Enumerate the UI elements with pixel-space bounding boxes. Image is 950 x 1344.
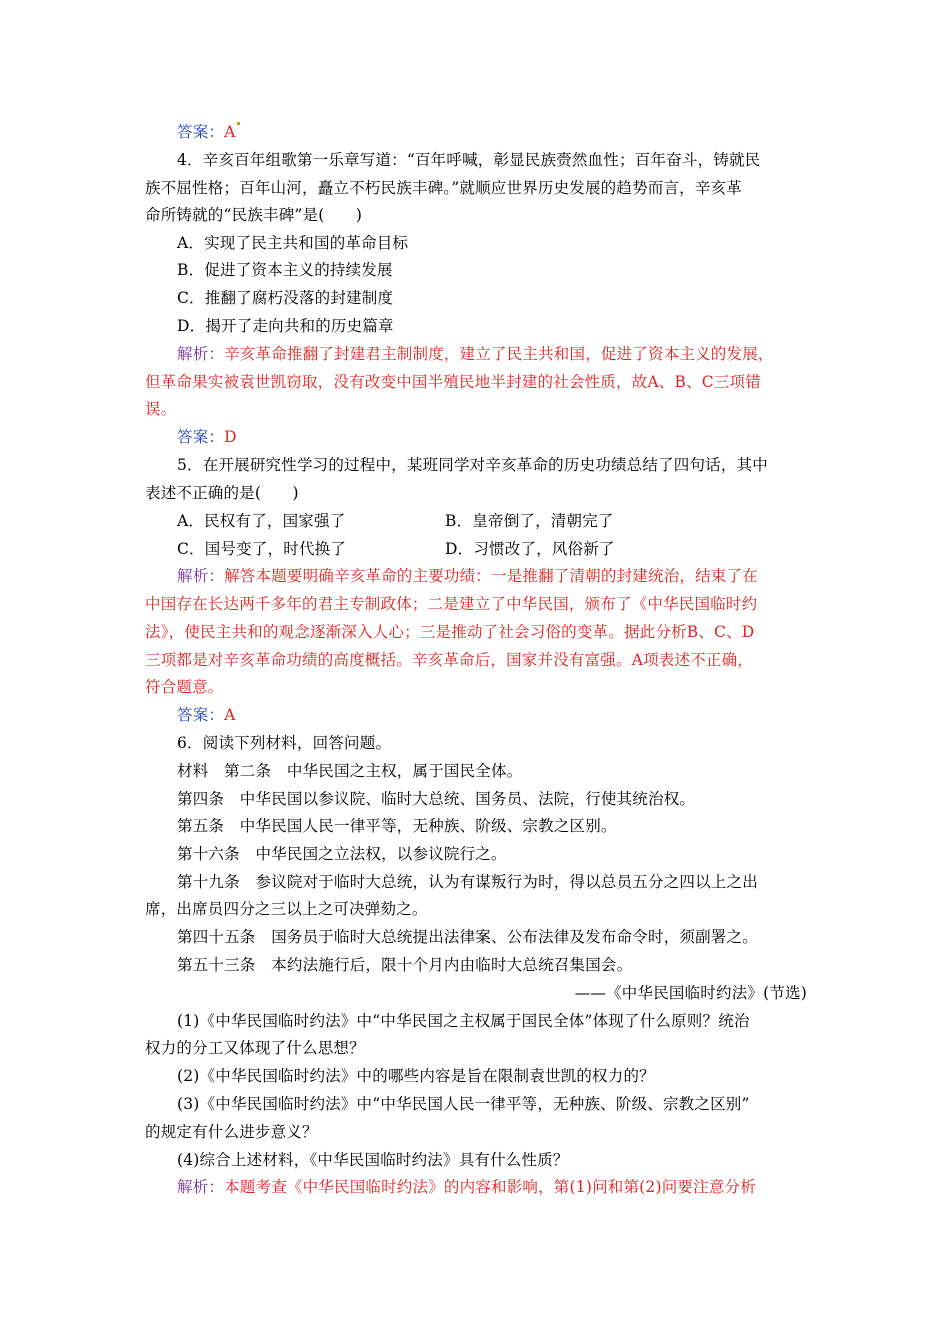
analysis-4-line-3: 误。: [145, 400, 177, 418]
question-5-line-2: 表述不正确的是( ): [145, 484, 299, 502]
answer-4: [177, 427, 847, 447]
question-6-part-2: (2)《中华民国临时约法》中的哪些内容是旨在限制袁世凯的权力的？: [177, 1067, 655, 1085]
answer-value: A: [224, 706, 236, 724]
material-article-5: 第五条 中华民国人民一律平等，无种族、阶级、宗教之区别。: [177, 817, 617, 835]
answer-value: A: [224, 123, 236, 141]
analysis-label: 解析：: [177, 567, 225, 585]
material-article-2: 材料 第二条 中华民国之主权，属于国民全体。: [177, 762, 523, 780]
analysis-5-line-3: 法》，使民主共和的观念逐渐深入人心；三是推动了社会习俗的变革。据此分析B、C、D: [145, 623, 755, 641]
answer-label: 答案：: [177, 428, 225, 446]
material-article-45: 第四十五条 国务员于临时大总统提出法律案、公布法律及发布命令时，须副署之。: [177, 928, 758, 946]
question-4-line-1: 4．辛亥百年组歌第一乐章写道：“百年呼喊，彰显民族赍然血性；百年奋斗，铸就民: [177, 151, 761, 169]
analysis-text: 本题考查《中华民国临时约法》的内容和影响，第(1)问和第(2)问要注意分析: [224, 1178, 756, 1196]
material-article-19: 第十九条 参议院对于临时大总统，认为有谋叛行为时，得以总员五分之四以上之出: [177, 873, 758, 891]
question-5-option-c: C．国号变了，时代换了: [177, 540, 347, 558]
question-4-option-d: D．揭开了走向共和的历史篇章: [177, 317, 394, 335]
question-6-line-1: 6．阅读下列材料，回答问题。: [177, 734, 392, 752]
question-6-part-4: (4)综合上述材料，《中华民国临时约法》具有什么性质？: [177, 1151, 569, 1169]
answer-label: 答案：: [177, 706, 225, 724]
material-article-4: 第四条 中华民国以参议院、临时大总统、国务员、法院，行使其统治权。: [177, 790, 696, 808]
question-5-option-b: B．皇帝倒了，清朝完了: [445, 512, 614, 530]
question-6-part-3-line-1: (3)《中华民国临时约法》中“中华民国人民一律平等，无种族、阶级、宗教之区别”: [177, 1095, 750, 1113]
analysis-label: 解析：: [177, 1178, 225, 1196]
answer-5: [177, 705, 847, 725]
analysis-4-line-1: [177, 344, 847, 364]
question-5-line-1: 5．在开展研究性学习的过程中，某班同学对辛亥革命的历史功绩总结了四句话，其中: [177, 456, 768, 474]
answer-value: D: [224, 428, 237, 446]
question-4-option-b: B．促进了资本主义的持续发展: [177, 261, 393, 279]
analysis-5-line-1: [177, 566, 847, 586]
answer-label: 答案：: [177, 123, 225, 141]
question-6-part-1-line-1: (1)《中华民国临时约法》中“中华民国之主权属于国民全体”体现了什么原则？统治: [177, 1012, 750, 1030]
answer-3: [177, 122, 847, 142]
material-article-19-cont: 席，出席员四分之三以上之可决弹劾之。: [145, 900, 428, 918]
question-4-line-2: 族不屈性格；百年山河，矗立不朽民族丰碑。”就顺应世界历史发展的趋势而言，辛亥革: [145, 179, 742, 197]
question-6-part-1-line-2: 权力的分工又体现了什么思想？: [145, 1039, 365, 1057]
material-article-16: 第十六条 中华民国之立法权，以参议院行之。: [177, 845, 507, 863]
analysis-4-line-2: 但革命果实被袁世凯窃取，没有改变中国半殖民地半封建的社会性质，故A、B、C三项错: [145, 373, 761, 391]
analysis-5-line-5: 符合题意。: [145, 678, 224, 696]
analysis-5-line-4: 三项都是对辛亥革命功绩的高度概括。辛亥革命后，国家并没有富强。A项表述不正确，: [145, 651, 753, 669]
scan-mark: [237, 122, 240, 125]
analysis-label: 解析：: [177, 345, 225, 363]
question-4-line-3: 命所铸就的“民族丰碑”是( ): [145, 206, 363, 224]
material-article-53: 第五十三条 本约法施行后，限十个月内由临时大总统召集国会。: [177, 956, 633, 974]
question-5-option-a: A．民权有了，国家强了: [177, 512, 346, 530]
analysis-5-line-2: 中国存在长达两千多年的君主专制政体；二是建立了中华民国，颁布了《中华民国临时约: [145, 595, 758, 613]
question-4-option-c: C．推翻了腐朽没落的封建制度: [177, 289, 394, 307]
question-5-options-cd: [177, 539, 847, 559]
material-source: ——《中华民国临时约法》(节选): [574, 984, 807, 1002]
analysis-text: 解答本题要明确辛亥革命的主要功绩：一是推翻了清朝的封建统治，结束了在: [224, 567, 758, 585]
analysis-text: 辛亥革命推翻了封建君主制制度，建立了民主共和国，促进了资本主义的发展，: [224, 345, 774, 363]
question-5-option-d: D．习惯改了，风俗新了: [445, 540, 615, 558]
question-4-option-a: A．实现了民主共和国的革命目标: [177, 234, 409, 252]
question-6-part-3-line-2: 的规定有什么进步意义？: [145, 1123, 318, 1141]
question-5-options-ab: [177, 511, 847, 531]
analysis-6-line-1: [177, 1177, 847, 1197]
